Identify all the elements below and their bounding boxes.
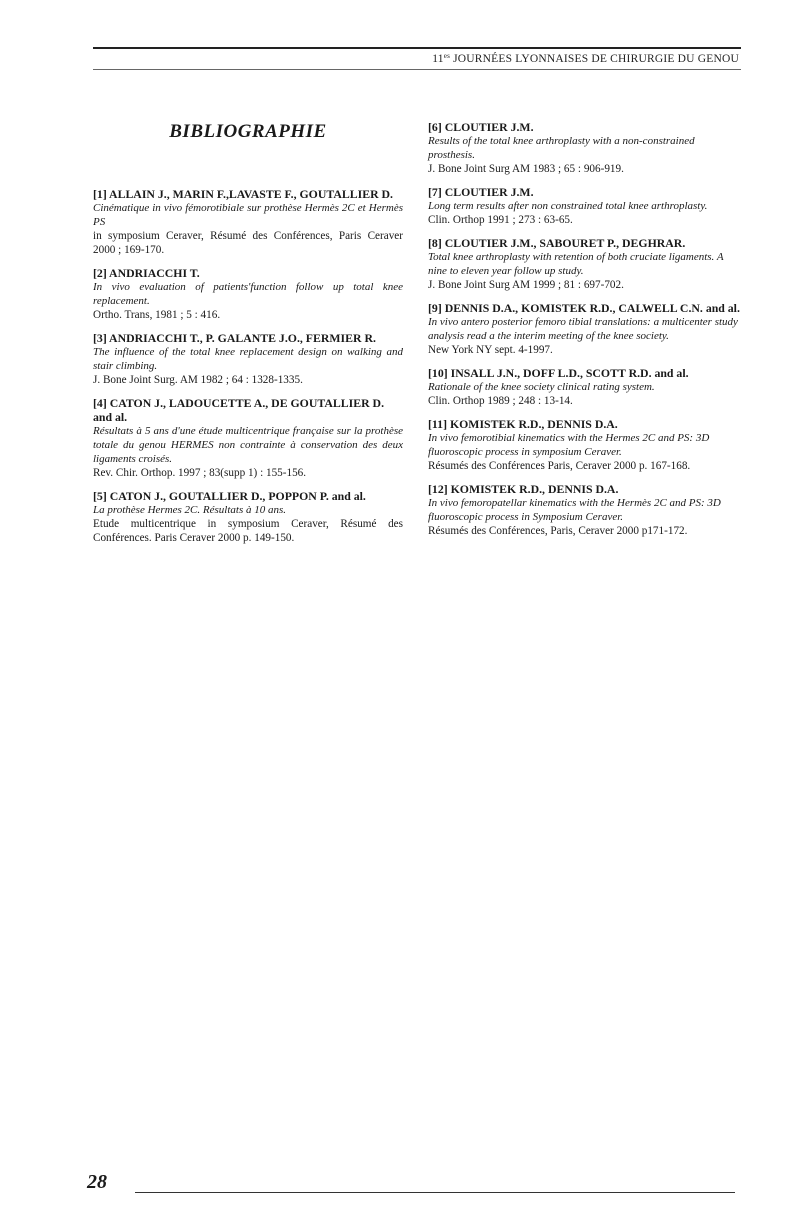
reference-authors: [2] ANDRIACCHI T.	[93, 266, 200, 280]
reference-source: Clin. Orthop 1991 ; 273 : 63-65.	[428, 214, 573, 226]
left-column	[93, 120, 403, 554]
reference-authors: [5] CATON J., GOUTALLIER D., POPPON P. and al.	[93, 489, 366, 503]
reference-source: New York NY sept. 4-1997.	[428, 344, 553, 356]
header-rule-top	[93, 47, 741, 49]
reference-title: In vivo femorotibial kinematics with the Hermes 2C and PS: 3D fluoroscopic process in symposium Ceraver.	[428, 432, 710, 458]
reference-8	[428, 236, 740, 292]
reference-source: Etude multicentrique in symposium Ceraver, Résumé des Conférences. Paris Ceraver 2000 p. 149-150.	[93, 518, 403, 544]
reference-source: in symposium Ceraver, Résumé des Conférences, Paris Ceraver 2000 ; 169-170.	[93, 230, 403, 256]
reference-source: J. Bone Joint Surg. AM 1982 ; 64 : 1328-1335.	[93, 374, 303, 386]
reference-source: J. Bone Joint Surg AM 1983 ; 65 : 906-919.	[428, 163, 624, 175]
reference-title: Total knee arthroplasty with retention of both cruciate ligaments. A nine to eleven year follow up study.	[428, 251, 724, 277]
reference-title: In vivo femoropatellar kinematics with the Hermès 2C and PS: 3D fluoroscopic process in Symposium Ceraver.	[428, 497, 721, 523]
footer-rule	[135, 1192, 735, 1193]
reference-authors: [7] CLOUTIER J.M.	[428, 185, 534, 199]
reference-4	[93, 396, 403, 480]
reference-authors: [10] INSALL J.N., DOFF L.D., SCOTT R.D. and al.	[428, 366, 689, 380]
reference-authors: [1] ALLAIN J., MARIN F.,LAVASTE F., GOUTALLIER D.	[93, 187, 394, 201]
reference-authors: [11] KOMISTEK R.D., DENNIS D.A.	[428, 417, 618, 431]
right-column	[428, 120, 740, 547]
reference-title: In vivo antero posterior femoro tibial translations: a multicenter study analysis read a the interim meeting of the knee society.	[428, 316, 738, 342]
running-head-sup: es	[443, 52, 450, 60]
reference-3	[93, 331, 403, 387]
reference-11	[428, 417, 740, 473]
reference-7	[428, 185, 740, 227]
running-head-text: JOURNÉES LYONNAISES DE CHIRURGIE DU GENOU	[453, 53, 739, 65]
header-rule-bottom	[93, 69, 741, 70]
reference-title: Rationale of the knee society clinical rating system.	[428, 381, 655, 393]
reference-title: Résultats à 5 ans d'une étude multicentrique française sur la prothèse totale du genou HERMES non contrainte à conservation des deux ligaments croisés.	[93, 425, 403, 465]
reference-source: Résumés des Conférences, Paris, Ceraver 2000 p171-172.	[428, 525, 688, 537]
reference-title: Cinématique in vivo fémorotibiale sur prothèse Hermès 2C et Hermès PS	[93, 202, 403, 228]
reference-source: Ortho. Trans, 1981 ; 5 : 416.	[93, 309, 221, 321]
reference-title: In vivo evaluation of patients'function follow up total knee replacement.	[93, 281, 403, 307]
reference-authors: [9] DENNIS D.A., KOMISTEK R.D., CALWELL C.N. and al.	[428, 301, 740, 315]
reference-1	[93, 187, 403, 257]
reference-6	[428, 120, 740, 176]
reference-authors: [3] ANDRIACCHI T., P. GALANTE J.O., FERMIER R.	[93, 331, 376, 345]
reference-source: J. Bone Joint Surg AM 1999 ; 81 : 697-702.	[428, 279, 624, 291]
reference-title: The influence of the total knee replacement design on walking and stair climbing.	[93, 346, 403, 372]
reference-title: Long term results after non constrained total knee arthroplasty.	[428, 200, 708, 212]
reference-12	[428, 482, 740, 538]
reference-authors: [12] KOMISTEK R.D., DENNIS D.A.	[428, 482, 619, 496]
reference-source: Résumés des Conférences Paris, Ceraver 2000 p. 167-168.	[428, 460, 691, 472]
reference-authors: [6] CLOUTIER J.M.	[428, 120, 534, 134]
page-number: 28	[87, 1171, 107, 1193]
reference-authors: [4] CATON J., LADOUCETTE A., DE GOUTALLIER D. and al.	[93, 396, 385, 424]
reference-title: La prothèse Hermes 2C. Résultats à 10 ans.	[93, 504, 287, 516]
reference-5	[93, 489, 403, 545]
bibliography-title: BIBLIOGRAPHIE	[169, 121, 327, 142]
reference-title: Results of the total knee arthroplasty with a non-constrained prosthesis.	[428, 135, 695, 161]
reference-source: Clin. Orthop 1989 ; 248 : 13-14.	[428, 395, 573, 407]
reference-2	[93, 266, 403, 322]
reference-10	[428, 366, 740, 408]
running-head	[432, 52, 739, 65]
reference-authors: [8] CLOUTIER J.M., SABOURET P., DEGHRAR.	[428, 236, 686, 250]
reference-9	[428, 301, 740, 357]
running-head-num: 11	[432, 53, 444, 65]
reference-source: Rev. Chir. Orthop. 1997 ; 83(supp 1) : 155-156.	[93, 467, 307, 479]
